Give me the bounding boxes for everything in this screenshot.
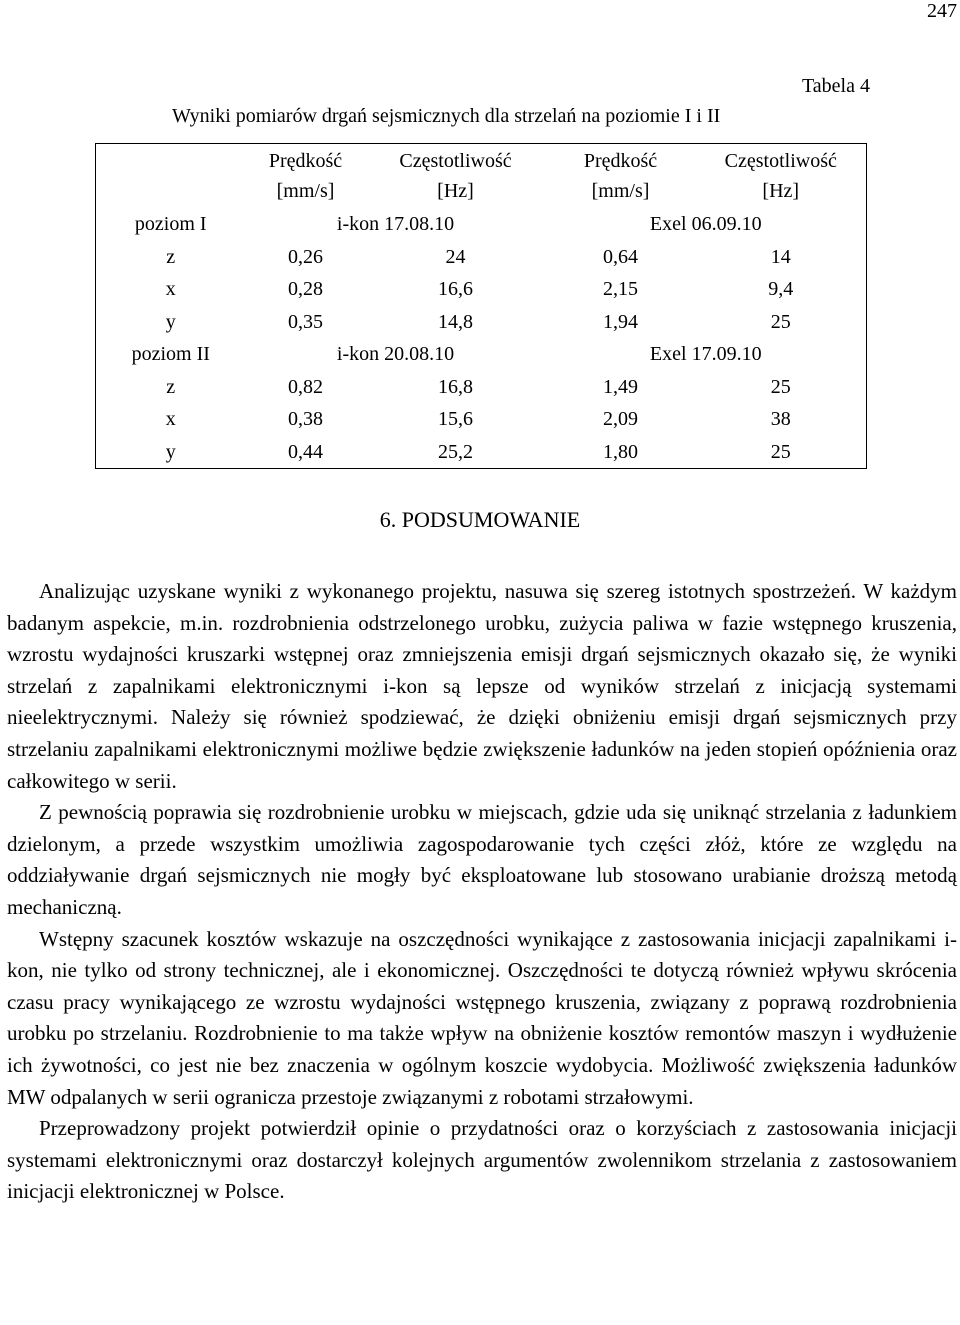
- velocity-cell: 1,94: [603, 310, 638, 333]
- level-label: poziom II: [131, 343, 210, 366]
- frequency-cell: 15,6: [438, 408, 473, 431]
- paragraph: Wstępny szacunek kosztów wskazuje na oszczędności wynikające z zastosowania inicjacji zapalnikami i-kon, nie tylko od strony technicznej, ale i ekonomicznej. Oszczędności te dotyczą również wpływu skrócenia czasu pracy wynikającego ze wzrostu wydajności wstępnego kruszenia, związany z poprawą rozdrobnienia urobku po strzelaniu. Rozdrobnienie to ma także wpływ na obniżenie kosztów remontów maszyn i wydłużenie ich żywotności, co jest nie bez znaczenia w ogólnym koszcie wydobycia. Możliwość zwiększenia ładunków MW odpalanych w serii ogranicza przestoje związanymi z robotami strzałowymi.: [7, 926, 957, 1109]
- velocity-cell: 0,64: [603, 245, 638, 268]
- frequency-cell: 14,8: [438, 310, 473, 333]
- frequency-cell: 9,4: [768, 278, 794, 301]
- table-row: [96, 306, 867, 339]
- axis-cell: z: [166, 245, 176, 268]
- page-number: 247: [927, 0, 957, 22]
- paragraph: Z pewnością poprawia się rozdrobnienie urobku w miejscach, gdzie uda się uniknąć strzelania z ładunkiem dzielonym, a przede wszystkim umożliwia zagospodarowanie tych części złóż, które ze względu na oddziaływanie drgań sejsmicznych nie mogły być eksploatowane lub stosowano urabianie droższą metodą mechaniczną.: [7, 800, 957, 919]
- axis-cell: z: [166, 375, 176, 398]
- header-velocity-1: Prędkość [mm/s]: [268, 150, 343, 202]
- table-row: [96, 436, 867, 469]
- frequency-cell: 25: [770, 440, 791, 463]
- axis-cell: x: [165, 408, 176, 431]
- table-label: Tabela 4: [801, 75, 870, 97]
- table-row: [96, 273, 867, 306]
- velocity-cell: 1,80: [603, 440, 638, 463]
- velocity-cell: 0,28: [288, 278, 323, 301]
- body-text: [7, 576, 957, 1208]
- frequency-cell: 25: [770, 375, 791, 398]
- test-label: Exel 17.09.10: [649, 343, 762, 366]
- level-label: poziom I: [134, 213, 207, 236]
- velocity-cell: 0,82: [288, 375, 323, 398]
- velocity-cell: 0,26: [288, 245, 323, 268]
- velocity-cell: 2,15: [603, 278, 638, 301]
- axis-cell: x: [165, 278, 176, 301]
- table-caption: Wyniki pomiarów drgań sejsmicznych dla strzelań na poziomie I i II: [172, 105, 721, 127]
- frequency-cell: 16,8: [438, 375, 473, 398]
- test-label: i-kon 20.08.10: [336, 343, 455, 366]
- table-row: [96, 403, 867, 436]
- header-frequency-2: Częstotliwość [Hz]: [724, 150, 837, 202]
- velocity-cell: 0,44: [288, 440, 323, 463]
- frequency-cell: 25,2: [438, 440, 473, 463]
- table-header-row: [96, 144, 867, 209]
- frequency-cell: 16,6: [438, 278, 473, 301]
- paragraph: Przeprowadzony projekt potwierdził opinie o przydatności oraz o korzyściach z zastosowania inicjacji systemami elektronicznymi oraz dostarczył kolejnych argumentów zwolennikom strzelania z zastosowaniem inicjacji elektronicznej w Polsce.: [7, 1116, 957, 1204]
- velocity-cell: 2,09: [603, 408, 638, 431]
- level-1-row: [96, 208, 867, 241]
- test-label: i-kon 17.08.10: [336, 213, 455, 236]
- frequency-cell: 24: [445, 245, 466, 268]
- test-label: Exel 06.09.10: [649, 213, 762, 236]
- frequency-cell: 25: [770, 310, 791, 333]
- section-heading: 6. PODSUMOWANIE: [379, 507, 581, 532]
- frequency-cell: 38: [770, 408, 791, 431]
- table-row: [96, 241, 867, 274]
- velocity-cell: 0,38: [288, 408, 323, 431]
- header-velocity-2: Prędkość [mm/s]: [583, 150, 658, 202]
- velocity-cell: 0,35: [288, 310, 323, 333]
- axis-cell: y: [165, 310, 176, 333]
- table-row: [96, 371, 867, 404]
- frequency-cell: 14: [770, 245, 791, 268]
- seismic-measurements-table: [95, 143, 867, 469]
- header-empty-cell: [96, 144, 246, 209]
- paragraph: Analizując uzyskane wyniki z wykonanego projektu, nasuwa się szereg istotnych spostrzeżeń. W każdym badanym aspekcie, m.in. rozdrobnienia odstrzelonego urobku, zużycia paliwa w fazie wstępnego kruszenia, wzrostu wydajności kruszarki wstępnej oraz zmniejszenia emisji drgań sejsmicznych okazało się, że wyniki strzelań z zapalnikami elektronicznymi i-kon są lepsze od wyników strzelań z inicjacją systemami nieelektrycznymi. Należy się również spodziewać, że dzięki obniżeniu emisji drgań sejsmicznych przy strzelaniu zapalnikami elektronicznymi możliwe będzie zwiększenie ładunków na jeden stopień opóźnienia oraz całkowitego w serii.: [7, 579, 957, 793]
- velocity-cell: 1,49: [603, 375, 638, 398]
- axis-cell: y: [165, 440, 176, 463]
- level-2-row: [96, 338, 867, 371]
- header-frequency-1: Częstotliwość [Hz]: [399, 150, 512, 202]
